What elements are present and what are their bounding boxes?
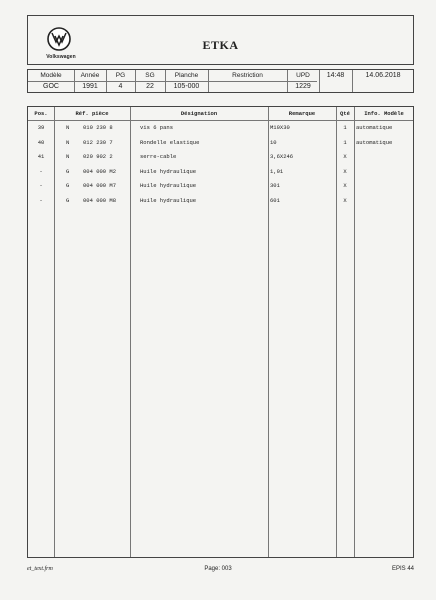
cell-remarque: 10: [270, 138, 277, 146]
cell-qte: 1: [343, 138, 347, 146]
cell-ref: 020 902 2: [83, 153, 113, 160]
column-header-designation: Désignation: [180, 110, 218, 117]
cell-ref: 004 000 M7: [83, 182, 117, 189]
cell-letter: N: [66, 124, 70, 131]
header-pg: PG: [115, 72, 126, 79]
header-restriction: Restriction: [232, 72, 263, 79]
cell-letter: G: [66, 182, 70, 189]
cell-pos: -: [39, 167, 43, 175]
column-header-pos: Pos.: [34, 110, 48, 117]
cell-designation: Rondelle elastique: [140, 138, 200, 146]
value-annee: 1991: [82, 83, 98, 90]
cell-remarque: 1,01: [270, 167, 284, 175]
value-upd: 1229: [295, 83, 311, 90]
cell-pos: 40: [37, 138, 45, 146]
cell-pos: 39: [37, 124, 45, 131]
cell-letter: N: [66, 138, 70, 146]
time-value: 14:48: [326, 72, 345, 79]
parts-table: [27, 106, 414, 558]
cell-ref: 012 230 7: [83, 138, 113, 146]
cell-designation: Huile hydraulique: [140, 182, 197, 189]
header-planche: Planche: [174, 72, 199, 79]
cell-pos: -: [39, 196, 43, 204]
cell-info: automatique: [356, 138, 393, 146]
cell-letter: N: [66, 153, 70, 160]
value-modele: GOC: [43, 83, 59, 90]
cell-qte: 1: [343, 124, 347, 131]
header-upd: UPD: [296, 72, 310, 79]
header-modele: Modèle: [40, 72, 62, 79]
date-value: 14.06.2018: [365, 72, 401, 79]
cell-letter: G: [66, 167, 70, 175]
value-pg: 4: [118, 83, 123, 90]
cell-designation: Huile hydraulique: [140, 167, 197, 175]
header-sg: SG: [145, 72, 155, 79]
cell-ref: 004 000 M2: [83, 167, 117, 175]
cell-remarque: M10X30: [270, 124, 290, 131]
value-sg: 22: [146, 83, 154, 90]
page-title: ETKA: [202, 38, 239, 52]
brand-name: Volkswagen: [46, 54, 76, 60]
cell-designation: serre-cable: [140, 153, 177, 160]
cell-remarque: 301: [270, 182, 280, 189]
cell-qte: X: [343, 196, 347, 204]
cell-info: automatique: [356, 124, 393, 131]
cell-pos: 41: [37, 153, 45, 160]
cell-qte: X: [343, 153, 347, 160]
column-header-info: Info. Modèle: [364, 110, 404, 117]
cell-qte: X: [343, 182, 347, 189]
cell-pos: -: [39, 182, 43, 189]
value-planche: 105-000: [173, 83, 200, 90]
footer-form-name: et_text.frm: [27, 566, 53, 572]
header-box: [27, 15, 414, 65]
cell-qte: X: [343, 167, 347, 175]
header-annee: Année: [80, 72, 100, 79]
cell-remarque: 3,6X246: [270, 153, 294, 160]
info-table: [27, 69, 414, 93]
cell-remarque: 601: [270, 196, 280, 204]
column-header-ref: Réf. pièce: [75, 110, 109, 117]
column-header-remarque: Remarque: [288, 110, 316, 117]
cell-designation: Huile hydraulique: [140, 196, 197, 204]
cell-designation: vis 6 pans: [140, 124, 174, 131]
cell-ref: 004 000 M8: [83, 196, 117, 204]
cell-ref: 010 230 8: [83, 124, 113, 131]
footer-page-number: Page: 003: [204, 566, 232, 572]
footer-epis: EPIS 44: [391, 566, 414, 572]
column-header-qte: Qté: [340, 110, 350, 117]
cell-letter: G: [66, 196, 70, 204]
